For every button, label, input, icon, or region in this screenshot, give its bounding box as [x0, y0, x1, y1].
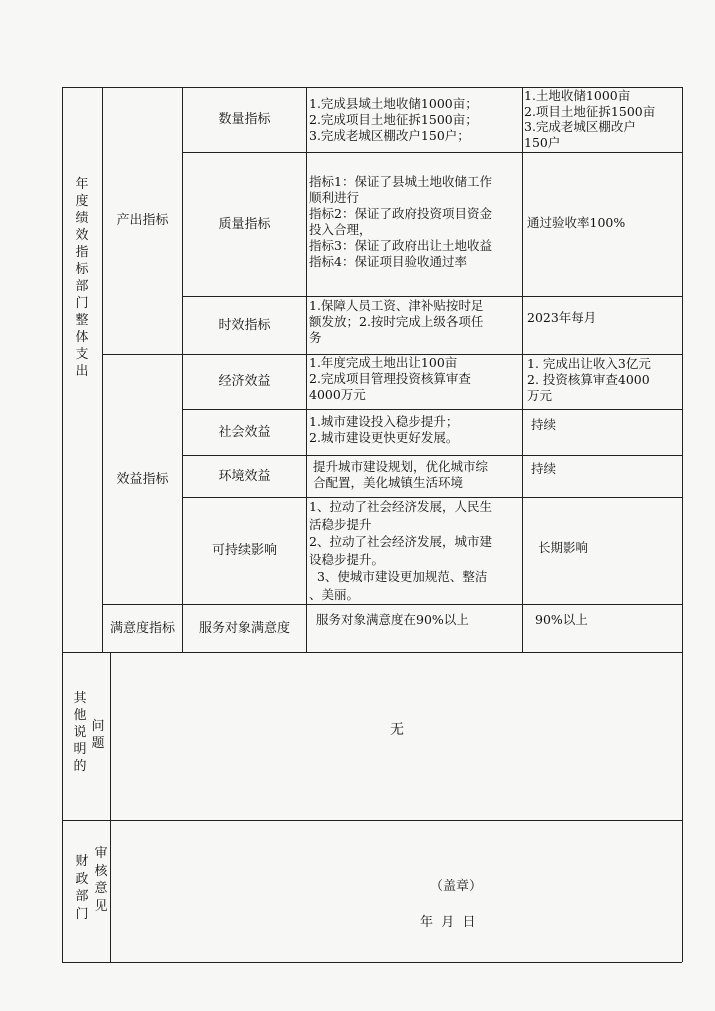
- indicator-content: [309, 298, 521, 346]
- content-line: 务: [309, 330, 322, 345]
- category-satisfaction: 满意度指标: [109, 620, 175, 636]
- section-label-annual-performance: 年度绩效指标部门整体支出: [75, 177, 89, 379]
- content-line: 提升城市建设规划，优化城市综: [313, 459, 489, 474]
- column-divider: [522, 87, 523, 652]
- target-line: 1. 完成出让收入3亿元: [527, 356, 651, 371]
- category-output: 产出指标: [116, 213, 169, 228]
- content-line: 顺利进行: [309, 190, 360, 205]
- target-line: 150户: [524, 134, 561, 150]
- target-line: 通过验收率100%: [527, 215, 626, 230]
- indicator-name: 环境效益: [218, 468, 271, 484]
- content-line: 投入合理，: [309, 222, 372, 237]
- target-line: 2.项目土地征拆1500亩: [524, 103, 656, 119]
- column-divider: [306, 87, 307, 652]
- content-line: 2.城市建设更快更好发展。: [309, 430, 459, 445]
- content-line: 额发放；2.按时完成上级各项任: [309, 314, 484, 329]
- indicator-target: [535, 612, 681, 628]
- target-line: 3.完成老城区棚改户: [524, 119, 636, 134]
- indicator-content: [313, 459, 521, 491]
- content-line: 、美丽。: [309, 586, 360, 602]
- content-line: 指标2：保证了政府投资项目资金: [309, 206, 492, 221]
- content-line: 3、使城市建设更加规范、整洁: [309, 569, 488, 584]
- content-line: 1.年度完成土地出让100亩: [309, 355, 458, 370]
- content-line: 3.完成老城区棚改户150户；: [309, 128, 470, 143]
- indicator-name: 服务对象满意度: [198, 620, 290, 636]
- target-line: 持续: [531, 417, 557, 432]
- indicator-target: [527, 356, 681, 404]
- content-line: 1.城市建设投入稳步提升；: [309, 414, 459, 429]
- indicator-content: [316, 612, 521, 628]
- content-line: 合配置，美化城镇生活环境: [313, 475, 464, 490]
- content-line: 1.完成县域土地收储1000亩；: [309, 96, 478, 111]
- indicator-target: [531, 461, 681, 477]
- indicator-content: [309, 498, 521, 603]
- indicator-content: [309, 414, 521, 446]
- target-line: 万元: [527, 388, 553, 403]
- target-line: 2. 投资核算审查4000: [527, 372, 650, 387]
- content-line: 指标3：保证了政府出让土地收益: [309, 238, 492, 253]
- indicator-target: [531, 417, 681, 433]
- indicator-target: [527, 310, 681, 326]
- target-line: 2023年每月: [527, 310, 597, 325]
- section-divider: [62, 652, 682, 653]
- target-line: 90%以上: [535, 612, 588, 627]
- indicator-content: [309, 96, 521, 144]
- indicator-name: 社会效益: [218, 424, 271, 440]
- indicator-name: 数量指标: [218, 112, 271, 127]
- finance-dept-label: 财政部门: [75, 854, 89, 922]
- indicator-name: 时效指标: [218, 317, 271, 333]
- content-line: 服务对象满意度在90%以上: [316, 612, 469, 627]
- content-line: 2.完成项目管理投资核算审查: [309, 371, 471, 386]
- other-notes-label-sub: 问题: [91, 719, 105, 751]
- content-line: 1、拉动了社会经济发展，人民生: [309, 499, 492, 514]
- column-divider: [110, 652, 111, 962]
- date-placeholder: 年 月 日: [420, 915, 476, 930]
- table-border-bottom: [62, 962, 682, 963]
- section-divider: [62, 820, 682, 821]
- content-line: 2、拉动了社会经济发展，城市建: [309, 534, 492, 549]
- indicator-name: 质量指标: [218, 216, 271, 232]
- target-line: 持续: [531, 461, 557, 476]
- indicator-name: 经济效益: [218, 374, 271, 389]
- content-line: 设稳步提升。: [309, 551, 385, 567]
- table-border-right: [682, 87, 683, 962]
- other-notes-value: 无: [390, 722, 404, 738]
- indicator-target: [524, 88, 682, 150]
- indicator-content: [309, 355, 521, 403]
- content-line: 1.保障人员工资、津补贴按时足: [309, 298, 484, 313]
- content-line: 活稳步提升: [309, 516, 372, 532]
- content-line: 2.完成项目土地征拆1500亩；: [309, 112, 478, 127]
- table-border-left: [62, 87, 63, 962]
- target-line: 长期影响: [538, 540, 589, 555]
- indicator-content: [309, 174, 521, 270]
- indicator-target: [527, 215, 681, 231]
- target-line: 1.土地收储1000亩: [524, 88, 631, 103]
- content-line: 指标4：保证项目验收通过率: [309, 254, 467, 269]
- finance-review-label: 审核意见: [94, 846, 108, 914]
- content-line: 指标1：保证了县城土地收储工作: [309, 174, 492, 189]
- indicator-target: [538, 540, 681, 556]
- content-line: 4000万元: [309, 387, 366, 402]
- indicator-name: 可持续影响: [211, 543, 277, 558]
- seal-placeholder: （盖章）: [430, 879, 483, 894]
- other-notes-label: 其他说明的: [73, 691, 87, 774]
- category-benefit: 效益指标: [116, 471, 169, 487]
